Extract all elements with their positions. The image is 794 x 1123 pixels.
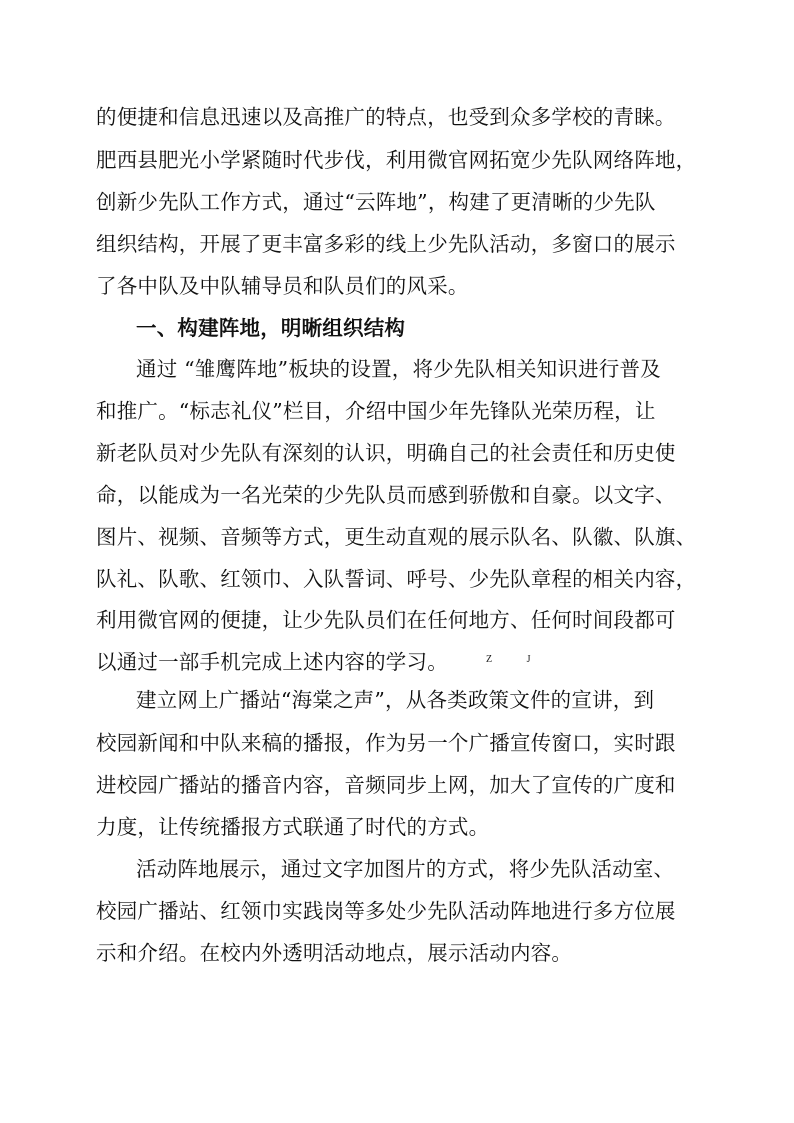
- paragraph3-line-1: 活动阵地展示，通过文字加图片的方式，将少先队活动室、: [136, 857, 675, 881]
- paragraph1-line-3: 新老队员对少先队有深刻的认识，明确自己的社会责任和历史使: [96, 441, 676, 465]
- paragraph1-line-8: 以通过一部手机完成上述内容的学习。: [96, 650, 448, 674]
- paragraph3-line-2: 校园广播站、红领巾实践岗等多处少先队活动阵地进行多方位展: [96, 899, 676, 923]
- intro-line-4: 组织结构，开展了更丰富多彩的线上少先队活动，多窗口的展示: [96, 232, 676, 256]
- intro-line-5: 了各中队及中队辅导员和队员们的风采。: [96, 274, 469, 298]
- page-marker: Z J: [486, 654, 547, 665]
- paragraph1-line-5: 图片、视频、音频等方式，更生动直观的展示队名、队徽、队旗、: [96, 525, 697, 549]
- paragraph2-line-3: 进校园广播站的播音内容，音频同步上网，加大了宣传的广度和: [96, 773, 676, 797]
- intro-line-2: 肥西县肥光小学紧随时代步伐，利用微官网拓宽少先队网络阵地，: [96, 148, 697, 172]
- paragraph1-line-2: 和推广。“标志礼仪”栏目，介绍中国少年先锋队光荣历程，让: [96, 399, 656, 423]
- paragraph3-line-3: 示和介绍。在校内外透明活动地点，展示活动内容。: [96, 941, 573, 965]
- intro-line-3: 创新少先队工作方式，通过“云阵地”，构建了更清晰的少先队: [96, 190, 656, 214]
- paragraph1-line-4: 命，以能成为一名光荣的少先队员而感到骄傲和自豪。以文字、: [96, 483, 676, 507]
- paragraph1-line-1: 通过 “雏鹰阵地”板块的设置，将少先队相关知识进行普及: [136, 357, 661, 381]
- paragraph2-line-4: 力度，让传统播报方式联通了时代的方式。: [96, 815, 490, 839]
- paragraph2-line-1: 建立网上广播站“海棠之声”，从各类政策文件的宣讲，到: [136, 688, 655, 712]
- intro-line-1: 的便捷和信息迅速以及高推广的特点，也受到众多学校的青睐。: [96, 105, 676, 129]
- paragraph1-line-6: 队礼、队歌、红领巾、入队誓词、呼号、少先队章程的相关内容，: [96, 567, 697, 591]
- section-heading: 一、构建阵地，明晰组织结构: [136, 316, 406, 340]
- paragraph1-line-7: 利用微官网的便捷，让少先队员们在任何地方、任何时间段都可: [96, 608, 676, 632]
- paragraph2-line-2: 校园新闻和中队来稿的播报，作为另一个广播宣传窗口，实时跟: [96, 731, 676, 755]
